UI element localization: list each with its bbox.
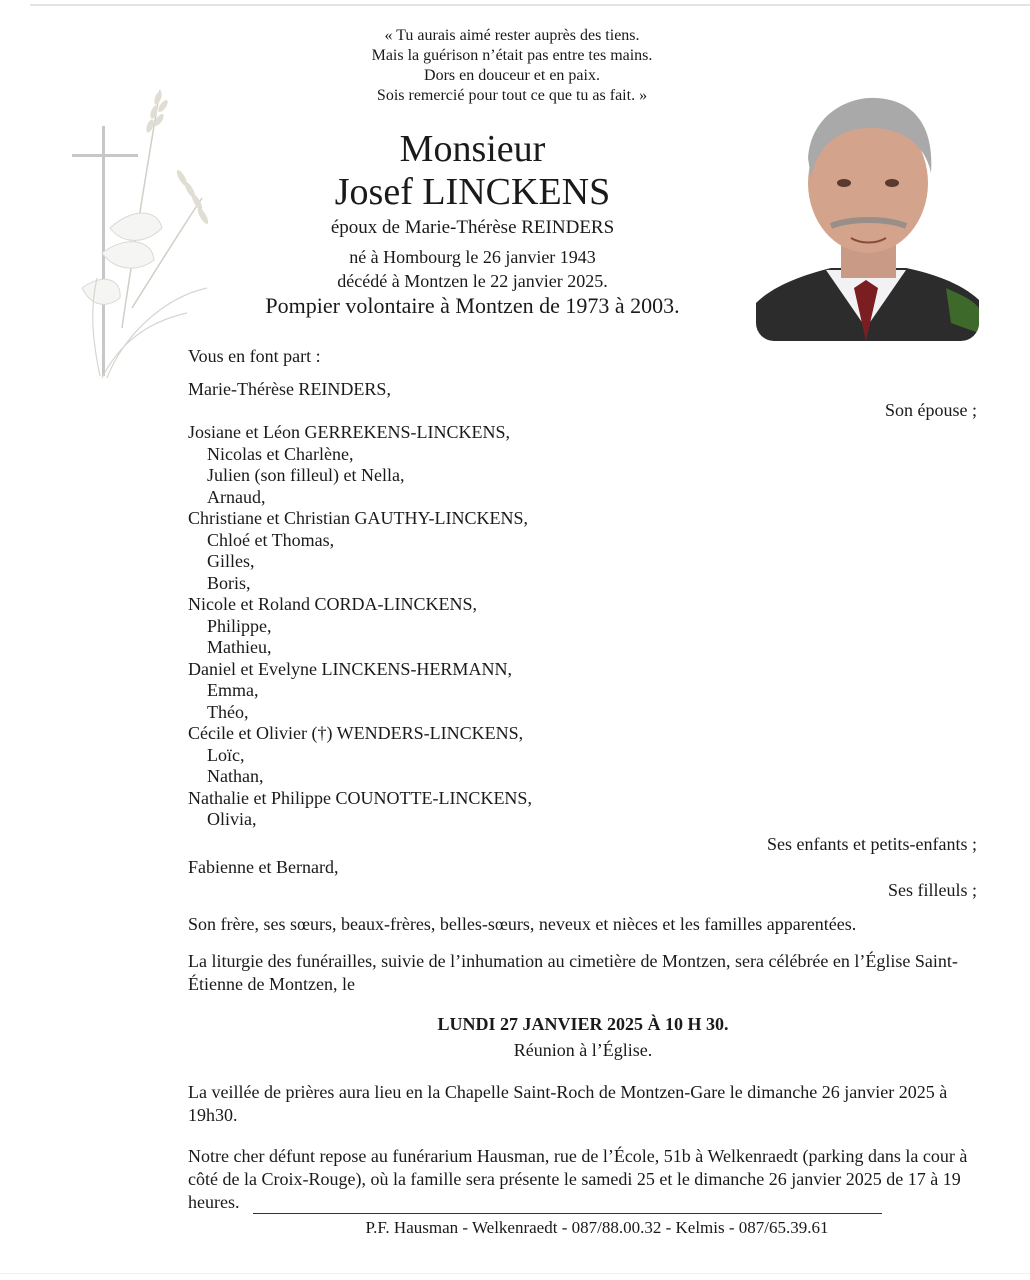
grandchild-entry: Nathan, xyxy=(207,766,264,786)
grandchild-entry: Mathieu, xyxy=(207,637,272,657)
grandchild-entry: Boris, xyxy=(207,572,251,593)
grandchild-entry: Julien (son filleul) et Nella, xyxy=(207,465,405,485)
grandchild-entry: Chloé et Thomas, xyxy=(207,529,335,550)
meeting-line: Réunion à l’Église. xyxy=(513,1040,653,1060)
poem-line: Dors en douceur et en paix. xyxy=(424,67,600,84)
page-edge-top xyxy=(30,4,1030,6)
liturgy-paragraph: La liturgie des funérailles, suivie de l’inhumation au cimetière de Montzen, sera célébrée en l’Église Saint-Étienne de Montzen, le xyxy=(188,951,958,994)
child-couple-entry: Cécile et Olivier (†) WENDERS-LINCKENS, xyxy=(188,723,524,743)
spouse-line: époux de Marie-Thérèse REINDERS xyxy=(330,217,615,238)
funeral-director-footer: P.F. Hausman - Welkenraedt - 087/88.00.32 - Kelmis - 087/65.39.61 xyxy=(365,1218,829,1237)
grandchild-entry: Théo, xyxy=(207,701,249,722)
child-couple-entry: Nathalie et Philippe COUNOTTE-LINCKENS, xyxy=(188,787,532,808)
funeral-date: LUNDI 27 JANVIER 2025 À 10 H 30. xyxy=(437,1014,729,1034)
footer-divider xyxy=(253,1213,882,1214)
spouse-label: Son épouse ; xyxy=(885,400,977,420)
grandchild-entry: Philippe, xyxy=(207,615,272,636)
child-couple-entry: Josiane et Léon GERREKENS-LINCKENS, xyxy=(188,422,510,442)
grandchild-entry: Olivia, xyxy=(207,809,257,829)
funeral-home-paragraph: Notre cher défunt repose au funérarium Hausman, rue de l’École, 51b à Welkenraedt (parking dans la cour à côté de la Croix-Rouge), où la famille sera présente le samedi 25 et le dimanche 26 janvier 2025 de 17 à 19 heures. xyxy=(188,1146,968,1212)
deceased-name: Josef LINCKENS xyxy=(334,171,611,213)
spouse-name: Marie-Thérèse REINDERS, xyxy=(188,379,391,399)
poem-line: Mais la guérison n’était pas entre tes mains. xyxy=(371,47,653,64)
godchildren-label: Ses filleuls ; xyxy=(888,880,977,900)
vigil-paragraph: La veillée de prières aura lieu en la Chapelle Saint-Roch de Montzen-Gare le dimanche 26 janvier 2025 à 19h30. xyxy=(188,1082,948,1125)
children-label: Ses enfants et petits-enfants ; xyxy=(767,834,977,854)
death-line: décédé à Montzen le 22 janvier 2025. xyxy=(337,271,608,291)
godchildren-names: Fabienne et Bernard, xyxy=(188,857,339,877)
birth-line: né à Hombourg le 26 janvier 1943 xyxy=(349,247,596,267)
role-line: Pompier volontaire à Montzen de 1973 à 2003. xyxy=(265,293,680,318)
child-couple-entry: Nicole et Roland CORDA-LINCKENS, xyxy=(188,594,477,614)
children-list xyxy=(188,422,532,831)
grandchild-entry: Emma, xyxy=(207,680,259,700)
intro-line: Vous en font part : xyxy=(188,346,321,366)
grandchild-entry: Nicolas et Charlène, xyxy=(207,443,354,464)
portrait-photo xyxy=(756,88,979,341)
grandchild-entry: Arnaud, xyxy=(207,486,266,507)
siblings-line: Son frère, ses sœurs, beaux-frères, belles-sœurs, neveux et nièces et les familles apparentées. xyxy=(188,914,857,934)
poem-line: « Tu aurais aimé rester auprès des tiens. xyxy=(384,27,640,44)
child-couple-entry: Christiane et Christian GAUTHY-LINCKENS, xyxy=(188,508,528,528)
salutation: Monsieur xyxy=(399,128,546,170)
grandchild-entry: Gilles, xyxy=(207,551,255,571)
poem-line: Sois remercié pour tout ce que tu as fait. » xyxy=(376,87,648,104)
child-couple-entry: Daniel et Evelyne LINCKENS-HERMANN, xyxy=(188,658,512,679)
page-edge-bottom xyxy=(0,1273,1030,1274)
grandchild-entry: Loïc, xyxy=(207,744,245,765)
